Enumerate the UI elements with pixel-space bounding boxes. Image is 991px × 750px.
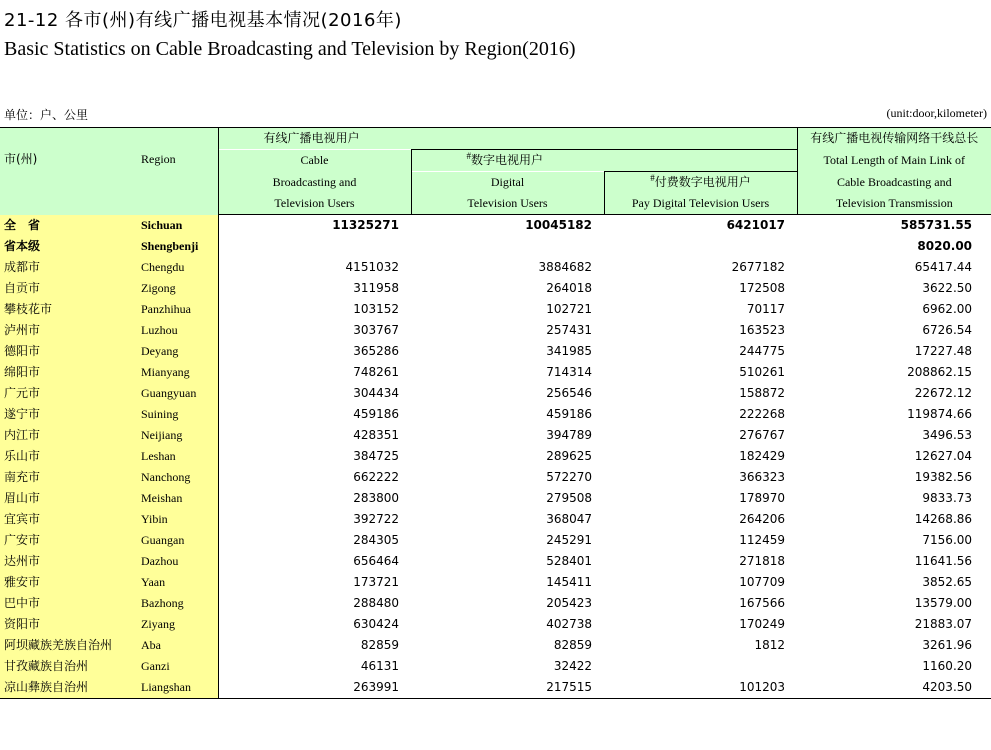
cell-digital-users: 368047 xyxy=(546,512,592,526)
cell-digital-users: 145411 xyxy=(546,575,592,589)
header-length-en-3: Television Transmission xyxy=(797,193,991,215)
cell-cable-users: 656464 xyxy=(353,554,399,568)
cell-cable-users: 283800 xyxy=(353,491,399,505)
header-users-en-3: Television Users xyxy=(218,193,411,215)
header-length-en-2: Cable Broadcasting and xyxy=(797,172,991,194)
cell-main-link-length: 6962.00 xyxy=(922,302,973,316)
cell-pay-digital-users: 163523 xyxy=(739,323,786,337)
cell-main-link-length: 9833.73 xyxy=(922,491,973,505)
cell-main-link-length: 3852.65 xyxy=(922,575,973,589)
unit-label-chinese: 单位：户、公里 xyxy=(4,108,89,122)
table-row xyxy=(0,467,991,488)
cell-region-chinese: 泸州市 xyxy=(0,320,133,341)
cell-digital-users: 10045182 xyxy=(525,218,592,232)
cell-cable-users: 630424 xyxy=(353,617,399,631)
cell-main-link-length: 21883.07 xyxy=(914,617,973,631)
cell-region-english: Meishan xyxy=(133,488,218,509)
cell-region-chinese: 德阳市 xyxy=(0,341,133,362)
cell-region-english: Aba xyxy=(133,635,218,656)
cell-pay-digital-users xyxy=(604,236,797,257)
table-row xyxy=(0,593,991,614)
cell-region-chinese: 乐山市 xyxy=(0,446,133,467)
cell-digital-users: 102721 xyxy=(546,302,592,316)
cell-pay-digital-users: 158872 xyxy=(739,386,786,400)
cell-digital-users xyxy=(411,236,604,257)
cell-region-chinese: 遂宁市 xyxy=(0,404,133,425)
table-row xyxy=(0,572,991,593)
cell-main-link-length: 8020.00 xyxy=(917,239,973,253)
cell-region-english: Panzhihua xyxy=(133,299,218,320)
cell-pay-digital-users: 366323 xyxy=(739,470,786,484)
table-header xyxy=(0,128,991,215)
cell-region-chinese: 自贡市 xyxy=(0,278,133,299)
cell-region-chinese: 攀枝花市 xyxy=(0,299,133,320)
cell-digital-users: 32422 xyxy=(553,659,592,673)
cell-main-link-length: 22672.12 xyxy=(914,386,973,400)
cell-region-chinese: 阿坝藏族羌族自治州 xyxy=(0,635,133,656)
cell-digital-users: 256546 xyxy=(546,386,592,400)
unit-label-english: (unit:door,kilometer) xyxy=(886,106,987,120)
cell-pay-digital-users: 264206 xyxy=(739,512,786,526)
cell-digital-users: 289625 xyxy=(546,449,592,463)
table-body xyxy=(0,215,991,699)
cell-pay-digital-users: 510261 xyxy=(739,365,786,379)
cell-digital-users: 459186 xyxy=(546,407,592,421)
cell-region-english: Guangan xyxy=(133,530,218,551)
cell-main-link-length: 7156.00 xyxy=(922,533,973,547)
cell-region-english: Ganzi xyxy=(133,656,218,677)
cell-region-english: Neijiang xyxy=(133,425,218,446)
table-row xyxy=(0,278,991,299)
table-row xyxy=(0,551,991,572)
cell-digital-users: 264018 xyxy=(546,281,592,295)
table-row xyxy=(0,257,991,278)
cell-digital-users: 3884682 xyxy=(538,260,592,274)
cell-region-english: Sichuan xyxy=(133,215,218,237)
cell-region-english: Deyang xyxy=(133,341,218,362)
cell-region-chinese: 省本级 xyxy=(0,236,133,257)
cell-region-english: Yibin xyxy=(133,509,218,530)
cell-main-link-length: 12627.04 xyxy=(914,449,973,463)
cell-main-link-length: 6726.54 xyxy=(922,323,973,337)
cell-digital-users: 394789 xyxy=(546,428,592,442)
cell-region-english: Luzhou xyxy=(133,320,218,341)
table-title-chinese: 21-12 各市(州)有线广播电视基本情况(2016年) xyxy=(4,10,402,31)
cell-region-chinese: 绵阳市 xyxy=(0,362,133,383)
cell-cable-users: 103152 xyxy=(353,302,399,316)
table-row xyxy=(0,656,991,677)
cell-main-link-length: 4203.50 xyxy=(797,677,991,699)
cell-region-chinese: 内江市 xyxy=(0,425,133,446)
cell-digital-users: 714314 xyxy=(546,365,592,379)
cell-pay-digital-users: 70117 xyxy=(746,302,786,316)
cell-main-link-length: 3261.96 xyxy=(922,638,973,652)
table-row xyxy=(0,614,991,635)
cell-region-english: Dazhou xyxy=(133,551,218,572)
cell-cable-users: 46131 xyxy=(360,659,399,673)
cell-region-chinese: 达州市 xyxy=(0,551,133,572)
cell-cable-users xyxy=(218,236,411,257)
cell-main-link-length: 11641.56 xyxy=(914,554,973,568)
header-length-cn: 有线广播电视传输网络干线总长 xyxy=(797,128,991,150)
cell-region-english: Leshan xyxy=(133,446,218,467)
cell-digital-users: 341985 xyxy=(546,344,592,358)
header-users-en-2: Broadcasting and xyxy=(218,172,411,194)
cell-cable-users: 173721 xyxy=(353,575,399,589)
header-pay-en: Pay Digital Television Users xyxy=(604,193,797,215)
cell-pay-digital-users: 107709 xyxy=(739,575,786,589)
cell-main-link-length: 3496.53 xyxy=(922,428,973,442)
table-row xyxy=(0,236,991,257)
cell-cable-users: 392722 xyxy=(353,512,399,526)
cell-cable-users: 82859 xyxy=(360,638,399,652)
cell-pay-digital-users xyxy=(604,656,797,677)
cell-main-link-length: 3622.50 xyxy=(922,281,973,295)
cell-main-link-length: 13579.00 xyxy=(914,596,973,610)
cell-pay-digital-users: 276767 xyxy=(739,428,786,442)
cell-cable-users: 263991 xyxy=(218,677,411,699)
cell-digital-users: 528401 xyxy=(546,554,592,568)
table-row xyxy=(0,530,991,551)
table-row xyxy=(0,320,991,341)
cell-main-link-length: 19382.56 xyxy=(914,470,973,484)
cell-main-link-length: 14268.86 xyxy=(914,512,973,526)
cell-region-english: Nanchong xyxy=(133,467,218,488)
table-title-english: Basic Statistics on Cable Broadcasting and Television by Region(2016) xyxy=(4,38,576,60)
header-digital-en-1: Digital xyxy=(411,172,604,194)
cell-cable-users: 748261 xyxy=(353,365,399,379)
cell-region-chinese: 广安市 xyxy=(0,530,133,551)
cell-region-chinese: 雅安市 xyxy=(0,572,133,593)
table-row xyxy=(0,215,991,237)
header-digital-en-2: Television Users xyxy=(411,193,604,215)
cell-pay-digital-users: 2677182 xyxy=(731,260,786,274)
cell-digital-users: 82859 xyxy=(553,638,592,652)
cell-cable-users: 288480 xyxy=(353,596,399,610)
cell-pay-digital-users: 167566 xyxy=(739,596,786,610)
header-users-en-1: Cable xyxy=(218,150,411,172)
cell-main-link-length: 65417.44 xyxy=(914,260,973,274)
header-users-cn: 有线广播电视用户 xyxy=(218,128,797,150)
cell-main-link-length: 208862.15 xyxy=(907,365,973,379)
cell-pay-digital-users: 112459 xyxy=(739,533,786,547)
cell-region-chinese: 广元市 xyxy=(0,383,133,404)
table-row xyxy=(0,677,991,699)
cell-pay-digital-users: 6421017 xyxy=(726,218,786,232)
header-city: 市(州) xyxy=(0,128,133,215)
cell-region-english: Mianyang xyxy=(133,362,218,383)
cell-digital-users: 205423 xyxy=(546,596,592,610)
statistics-table xyxy=(0,127,991,699)
cell-region-english: Yaan xyxy=(133,572,218,593)
cell-pay-digital-users: 244775 xyxy=(739,344,786,358)
cell-region-english: Ziyang xyxy=(133,614,218,635)
table-row xyxy=(0,425,991,446)
table-row xyxy=(0,446,991,467)
table-row xyxy=(0,299,991,320)
table-row xyxy=(0,341,991,362)
cell-digital-users: 279508 xyxy=(546,491,592,505)
cell-region-english: Zigong xyxy=(133,278,218,299)
header-region: Region xyxy=(133,128,218,215)
cell-region-chinese: 资阳市 xyxy=(0,614,133,635)
table-row xyxy=(0,404,991,425)
cell-pay-digital-users: 222268 xyxy=(739,407,786,421)
cell-cable-users: 303767 xyxy=(353,323,399,337)
cell-cable-users: 311958 xyxy=(353,281,399,295)
table-row xyxy=(0,383,991,404)
cell-main-link-length: 17227.48 xyxy=(914,344,973,358)
header-length-en-1: Total Length of Main Link of xyxy=(797,150,991,172)
cell-pay-digital-users: 172508 xyxy=(739,281,786,295)
cell-pay-digital-users: 182429 xyxy=(739,449,786,463)
cell-main-link-length: 1160.20 xyxy=(922,659,973,673)
cell-region-english: Bazhong xyxy=(133,593,218,614)
cell-region-english: Shengbenji xyxy=(133,236,218,257)
cell-cable-users: 365286 xyxy=(353,344,399,358)
table-row xyxy=(0,635,991,656)
cell-cable-users: 304434 xyxy=(353,386,399,400)
cell-region-chinese: 甘孜藏族自治州 xyxy=(0,656,133,677)
cell-region-english: Suining xyxy=(133,404,218,425)
cell-digital-users: 257431 xyxy=(546,323,592,337)
cell-cable-users: 428351 xyxy=(353,428,399,442)
cell-main-link-length: 119874.66 xyxy=(907,407,973,421)
cell-pay-digital-users: 178970 xyxy=(739,491,786,505)
cell-cable-users: 384725 xyxy=(353,449,399,463)
cell-pay-digital-users: 271818 xyxy=(739,554,786,568)
cell-digital-users: 217515 xyxy=(411,677,604,699)
cell-cable-users: 284305 xyxy=(353,533,399,547)
table-row xyxy=(0,362,991,383)
cell-region-chinese: 成都市 xyxy=(0,257,133,278)
cell-pay-digital-users: 1812 xyxy=(754,638,786,652)
cell-cable-users: 4151032 xyxy=(345,260,399,274)
header-pay-cn: #付费数字电视用户 xyxy=(604,172,797,194)
table-row xyxy=(0,488,991,509)
cell-main-link-length: 585731.55 xyxy=(900,218,973,232)
cell-cable-users: 459186 xyxy=(353,407,399,421)
cell-region-chinese: 宜宾市 xyxy=(0,509,133,530)
header-digital-cn: #数字电视用户 xyxy=(411,150,797,172)
cell-pay-digital-users: 170249 xyxy=(739,617,786,631)
cell-cable-users: 662222 xyxy=(353,470,399,484)
cell-region-chinese: 眉山市 xyxy=(0,488,133,509)
table-row xyxy=(0,509,991,530)
cell-region-english: Chengdu xyxy=(133,257,218,278)
cell-region-english: Guangyuan xyxy=(133,383,218,404)
cell-region-chinese: 凉山彝族自治州 xyxy=(0,677,133,699)
cell-region-english: Liangshan xyxy=(133,677,218,699)
cell-digital-users: 402738 xyxy=(546,617,592,631)
cell-region-chinese: 南充市 xyxy=(0,467,133,488)
cell-digital-users: 245291 xyxy=(546,533,592,547)
cell-cable-users: 11325271 xyxy=(332,218,399,232)
cell-pay-digital-users: 101203 xyxy=(604,677,797,699)
cell-digital-users: 572270 xyxy=(546,470,592,484)
cell-region-chinese: 巴中市 xyxy=(0,593,133,614)
cell-region-chinese: 全 省 xyxy=(0,215,133,237)
